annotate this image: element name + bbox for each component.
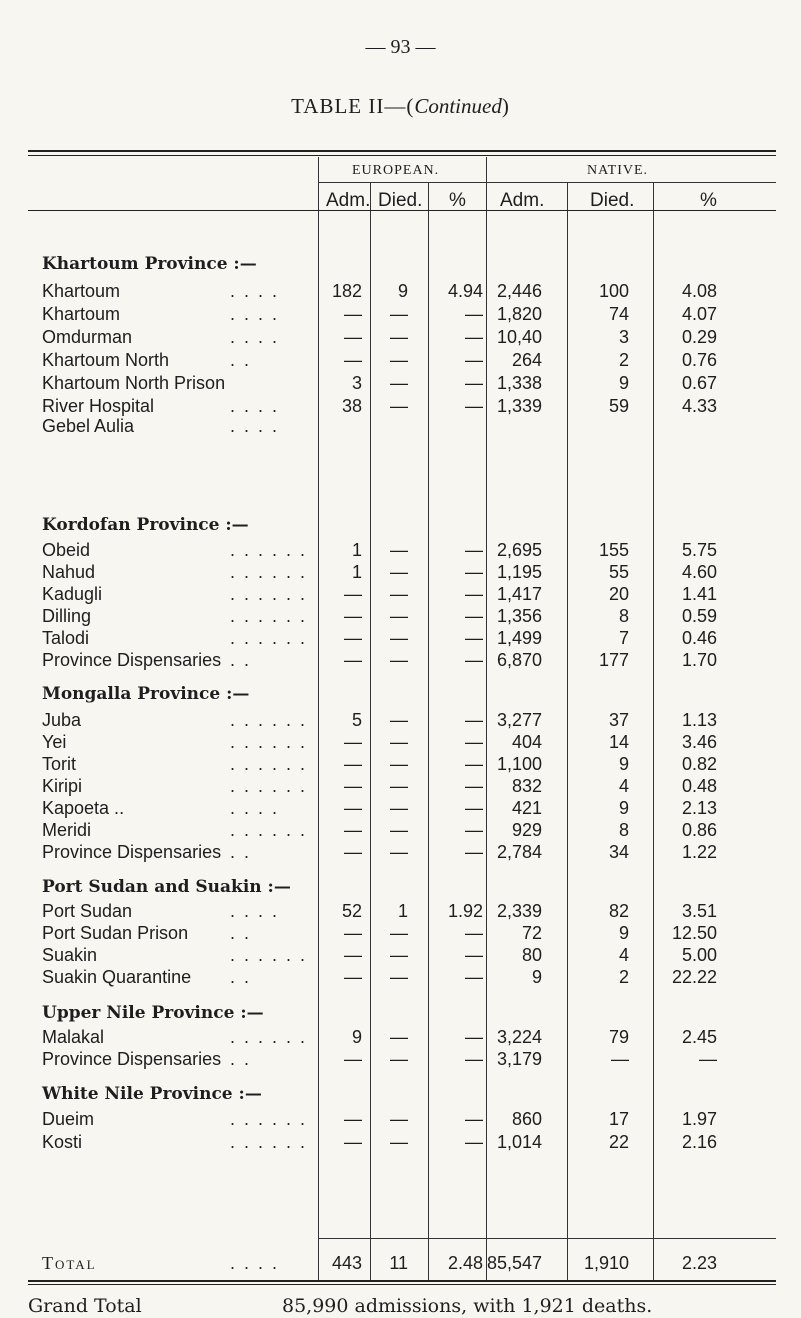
cell-n-died: 100 bbox=[598, 281, 629, 301]
cell-e-adm: 182 bbox=[331, 281, 362, 301]
cell-e-pct: — bbox=[465, 945, 483, 965]
leader-dots: . . . . . . bbox=[230, 1027, 308, 1047]
cell-n-died: 2 bbox=[618, 350, 629, 370]
cell-e-pct: — bbox=[465, 327, 483, 347]
cell-n-died: 82 bbox=[608, 901, 629, 921]
cell-n-died: 4 bbox=[618, 945, 629, 965]
total-n-adm: 85,547 bbox=[486, 1253, 542, 1273]
title-end: ) bbox=[501, 94, 510, 118]
cell-n-died: 20 bbox=[608, 584, 629, 604]
cell-e-died: — bbox=[390, 1109, 408, 1129]
cell-n-adm: 860 bbox=[511, 1109, 542, 1129]
total-e-adm: 443 bbox=[331, 1253, 362, 1273]
cell-n-pct: 0.46 bbox=[681, 628, 717, 648]
cell-e-died: — bbox=[390, 1049, 408, 1069]
leader-dots: . . bbox=[230, 650, 252, 670]
total-n-died: 1,910 bbox=[583, 1253, 629, 1273]
leader-dots: . . bbox=[230, 1049, 252, 1069]
cell-e-died: 9 bbox=[397, 281, 408, 301]
row-label: Nahud bbox=[42, 562, 96, 582]
cell-e-adm: 52 bbox=[341, 901, 362, 921]
row-label: Kadugli bbox=[42, 584, 103, 604]
cell-e-pct: 1.92 bbox=[447, 901, 483, 921]
cell-e-adm: — bbox=[344, 945, 362, 965]
cell-e-adm: — bbox=[344, 842, 362, 862]
leader-dots: . . . . . . bbox=[230, 754, 308, 774]
row-label: Kapoeta .. bbox=[42, 798, 125, 818]
cell-e-pct: — bbox=[465, 628, 483, 648]
cell-n-adm: 2,339 bbox=[496, 901, 542, 921]
cell-n-pct: 0.48 bbox=[681, 776, 717, 796]
cell-e-died: — bbox=[390, 373, 408, 393]
row-label: Kiripi bbox=[42, 776, 83, 796]
grand-total-text: 85,990 admissions, with 1,921 deaths. bbox=[282, 1295, 653, 1317]
row-label: Port Sudan Prison bbox=[42, 923, 189, 943]
leader-dots: . . . . . . bbox=[230, 820, 308, 840]
cell-e-died: 1 bbox=[397, 901, 408, 921]
section-heading: White Nile Province :— bbox=[42, 1084, 262, 1104]
cell-n-adm: 1,195 bbox=[496, 562, 542, 582]
cell-n-pct: 3.46 bbox=[681, 732, 717, 752]
leader-dots: . . . . . . bbox=[230, 1109, 308, 1129]
cell-e-adm: — bbox=[344, 304, 362, 324]
leader-dots: . . . . bbox=[230, 281, 280, 301]
cell-n-adm: 1,339 bbox=[496, 396, 542, 416]
table-title bbox=[0, 94, 801, 119]
cell-n-died: 74 bbox=[608, 304, 629, 324]
row-label: Malakal bbox=[42, 1027, 105, 1047]
cell-e-died: — bbox=[390, 584, 408, 604]
cell-e-died: — bbox=[390, 1132, 408, 1152]
cell-e-pct: — bbox=[465, 967, 483, 987]
cell-n-died: 55 bbox=[608, 562, 629, 582]
cell-e-died: — bbox=[390, 304, 408, 324]
cell-n-died: 8 bbox=[618, 606, 629, 626]
grand-total-label: Grand Total bbox=[28, 1295, 142, 1317]
cell-n-died: 59 bbox=[608, 396, 629, 416]
leader-dots: . . . . . . bbox=[230, 710, 308, 730]
cell-e-pct: — bbox=[465, 842, 483, 862]
leader-dots: . . bbox=[230, 842, 252, 862]
cell-n-adm: 9 bbox=[531, 967, 542, 987]
section-heading: Port Sudan and Suakin :— bbox=[42, 877, 291, 897]
cell-n-died: 34 bbox=[608, 842, 629, 862]
leader-dots: . . . . bbox=[230, 798, 280, 818]
cell-n-died: 37 bbox=[608, 710, 629, 730]
cell-n-died: — bbox=[611, 1049, 629, 1069]
row-label: Gebel Aulia bbox=[42, 416, 135, 436]
row-label: Omdurman bbox=[42, 327, 133, 347]
header-n-died: Died. bbox=[590, 190, 635, 211]
row-label: Kosti bbox=[42, 1132, 83, 1152]
cell-n-pct: 0.86 bbox=[681, 820, 717, 840]
cell-n-adm: 3,224 bbox=[496, 1027, 542, 1047]
cell-e-died: — bbox=[390, 350, 408, 370]
cell-n-adm: 1,499 bbox=[496, 628, 542, 648]
cell-e-adm: — bbox=[344, 798, 362, 818]
row-label: Torit bbox=[42, 754, 77, 774]
row-label: Meridi bbox=[42, 820, 92, 840]
cell-n-adm: 6,870 bbox=[496, 650, 542, 670]
cell-e-adm: — bbox=[344, 1049, 362, 1069]
title-text: TABLE II—( bbox=[291, 94, 415, 118]
group-divider bbox=[318, 182, 776, 183]
row-label: Khartoum bbox=[42, 304, 121, 324]
cell-n-pct: 4.60 bbox=[681, 562, 717, 582]
cell-n-adm: 80 bbox=[521, 945, 542, 965]
page-number: — 93 — bbox=[365, 36, 436, 58]
cell-e-adm: 1 bbox=[351, 562, 362, 582]
cell-e-pct: 4.94 bbox=[447, 281, 483, 301]
cell-e-adm: — bbox=[344, 820, 362, 840]
native-header: NATIVE. bbox=[587, 163, 649, 178]
header-e-died: Died. bbox=[378, 190, 423, 211]
row-label: Juba bbox=[42, 710, 82, 730]
cell-n-died: 9 bbox=[618, 923, 629, 943]
cell-e-died: — bbox=[390, 650, 408, 670]
row-label: Khartoum bbox=[42, 281, 121, 301]
cell-n-pct: 1.70 bbox=[681, 650, 717, 670]
total-e-died: 11 bbox=[389, 1253, 408, 1273]
row-label: Dueim bbox=[42, 1109, 95, 1129]
row-label: Port Sudan bbox=[42, 901, 133, 921]
cell-e-adm: 3 bbox=[351, 373, 362, 393]
cell-n-adm: 72 bbox=[521, 923, 542, 943]
row-label: Khartoum North Prison bbox=[42, 373, 226, 393]
leader-dots: . . . . . . bbox=[230, 584, 308, 604]
cell-e-adm: — bbox=[344, 923, 362, 943]
cell-e-pct: — bbox=[465, 820, 483, 840]
cell-n-died: 17 bbox=[608, 1109, 629, 1129]
cell-n-died: 2 bbox=[618, 967, 629, 987]
cell-n-died: 22 bbox=[608, 1132, 629, 1152]
cell-e-adm: — bbox=[344, 606, 362, 626]
cell-n-pct: 2.13 bbox=[681, 798, 717, 818]
cell-n-died: 9 bbox=[618, 754, 629, 774]
section-heading: Kordofan Province :— bbox=[42, 515, 249, 535]
row-label: River Hospital bbox=[42, 396, 155, 416]
cell-e-pct: — bbox=[465, 350, 483, 370]
cell-e-pct: — bbox=[465, 923, 483, 943]
cell-e-adm: — bbox=[344, 732, 362, 752]
bottom-rule bbox=[28, 1280, 776, 1282]
cell-e-adm: — bbox=[344, 584, 362, 604]
cell-n-died: 79 bbox=[608, 1027, 629, 1047]
cell-n-pct: 0.67 bbox=[681, 373, 717, 393]
cell-e-died: — bbox=[390, 710, 408, 730]
row-label: Province Dispensaries bbox=[42, 1049, 222, 1069]
cell-e-pct: — bbox=[465, 710, 483, 730]
leader-dots: . . . . bbox=[230, 327, 280, 347]
cell-n-died: 8 bbox=[618, 820, 629, 840]
european-header: EUROPEAN. bbox=[352, 163, 440, 178]
cell-e-pct: — bbox=[465, 1132, 483, 1152]
cell-n-died: 9 bbox=[618, 798, 629, 818]
header-rule bbox=[28, 210, 776, 211]
row-label: Province Dispensaries bbox=[42, 650, 222, 670]
cell-e-adm: — bbox=[344, 1132, 362, 1152]
cell-e-died: — bbox=[390, 776, 408, 796]
cell-n-died: 3 bbox=[618, 327, 629, 347]
cell-n-pct: 0.29 bbox=[681, 327, 717, 347]
cell-e-died: — bbox=[390, 606, 408, 626]
cell-n-adm: 2,695 bbox=[496, 540, 542, 560]
cell-e-adm: — bbox=[344, 350, 362, 370]
leader-dots: . . . . . . bbox=[230, 776, 308, 796]
leader-dots: . . . . bbox=[230, 304, 280, 324]
total-n-pct: 2.23 bbox=[681, 1253, 717, 1273]
header-e-adm: Adm. bbox=[326, 190, 371, 211]
top-rule-thin bbox=[28, 155, 776, 156]
cell-n-pct: — bbox=[699, 1049, 717, 1069]
cell-e-pct: — bbox=[465, 732, 483, 752]
cell-n-died: 7 bbox=[618, 628, 629, 648]
cell-e-adm: — bbox=[344, 776, 362, 796]
leader-dots: . . . . . . bbox=[230, 945, 308, 965]
cell-e-died: — bbox=[390, 842, 408, 862]
top-rule bbox=[28, 150, 776, 152]
cell-n-adm: 929 bbox=[511, 820, 542, 840]
row-label: Dilling bbox=[42, 606, 92, 626]
cell-e-pct: — bbox=[465, 798, 483, 818]
row-label: Province Dispensaries bbox=[42, 842, 222, 862]
cell-n-adm: 421 bbox=[511, 798, 542, 818]
cell-n-pct: 0.82 bbox=[681, 754, 717, 774]
cell-e-died: — bbox=[390, 562, 408, 582]
cell-e-died: — bbox=[390, 1027, 408, 1047]
cell-n-pct: 4.08 bbox=[681, 281, 717, 301]
cell-e-pct: — bbox=[465, 1027, 483, 1047]
cell-e-died: — bbox=[390, 798, 408, 818]
section-heading: Khartoum Province :— bbox=[42, 254, 257, 274]
cell-n-adm: 404 bbox=[511, 732, 542, 752]
cell-n-pct: 5.75 bbox=[681, 540, 717, 560]
cell-n-pct: 5.00 bbox=[681, 945, 717, 965]
cell-e-adm: — bbox=[344, 1109, 362, 1129]
cell-n-adm: 1,820 bbox=[496, 304, 542, 324]
cell-e-pct: — bbox=[465, 606, 483, 626]
cell-e-adm: — bbox=[344, 967, 362, 987]
cell-n-adm: 1,356 bbox=[496, 606, 542, 626]
cell-n-pct: 1.97 bbox=[681, 1109, 717, 1129]
title-continued: Continued bbox=[414, 94, 502, 118]
cell-n-adm: 1,100 bbox=[496, 754, 542, 774]
leader-dots: . . . . . . bbox=[230, 1132, 308, 1152]
leader-dots: . . bbox=[230, 967, 252, 987]
row-label: Yei bbox=[42, 732, 67, 752]
cell-n-pct: 2.45 bbox=[681, 1027, 717, 1047]
cell-e-died: — bbox=[390, 754, 408, 774]
cell-e-died: — bbox=[390, 945, 408, 965]
cell-n-adm: 1,417 bbox=[496, 584, 542, 604]
cell-n-died: 9 bbox=[618, 373, 629, 393]
cell-e-pct: — bbox=[465, 650, 483, 670]
cell-n-adm: 1,338 bbox=[496, 373, 542, 393]
cell-n-adm: 2,784 bbox=[496, 842, 542, 862]
cell-e-adm: — bbox=[344, 650, 362, 670]
cell-n-adm: 264 bbox=[511, 350, 542, 370]
cell-n-adm: 1,014 bbox=[496, 1132, 542, 1152]
cell-e-died: — bbox=[390, 820, 408, 840]
row-label: Suakin Quarantine bbox=[42, 967, 192, 987]
cell-n-pct: 0.76 bbox=[681, 350, 717, 370]
cell-n-adm: 10,40 bbox=[496, 327, 542, 347]
cell-e-adm: 1 bbox=[351, 540, 362, 560]
cell-n-pct: 4.33 bbox=[681, 396, 717, 416]
section-heading: Mongalla Province :— bbox=[42, 684, 250, 704]
cell-n-adm: 832 bbox=[511, 776, 542, 796]
leader-dots: . . . . . . bbox=[230, 732, 308, 752]
cell-e-pct: — bbox=[465, 754, 483, 774]
leader-dots: . . bbox=[230, 350, 252, 370]
cell-e-adm: 38 bbox=[341, 396, 362, 416]
leader-dots: . . . . . . bbox=[230, 606, 308, 626]
row-label: Suakin bbox=[42, 945, 98, 965]
cell-e-pct: — bbox=[465, 304, 483, 324]
cell-e-died: — bbox=[390, 923, 408, 943]
row-label: Khartoum North bbox=[42, 350, 170, 370]
header-n-adm: Adm. bbox=[500, 190, 545, 211]
cell-n-pct: 4.07 bbox=[681, 304, 717, 324]
cell-n-pct: 0.59 bbox=[681, 606, 717, 626]
cell-e-pct: — bbox=[465, 540, 483, 560]
bottom-rule-thin bbox=[28, 1284, 776, 1285]
cell-n-pct: 22.22 bbox=[671, 967, 717, 987]
cell-e-died: — bbox=[390, 967, 408, 987]
cell-n-pct: 1.22 bbox=[681, 842, 717, 862]
cell-e-died: — bbox=[390, 732, 408, 752]
cell-n-died: 4 bbox=[618, 776, 629, 796]
cell-n-pct: 1.41 bbox=[681, 584, 717, 604]
leader-dots: . . bbox=[230, 923, 252, 943]
cell-e-adm: — bbox=[344, 327, 362, 347]
cell-n-pct: 3.51 bbox=[681, 901, 717, 921]
cell-e-pct: — bbox=[465, 1109, 483, 1129]
cell-e-pct: — bbox=[465, 776, 483, 796]
cell-e-died: — bbox=[390, 327, 408, 347]
leader-dots: . . . . . . bbox=[230, 628, 308, 648]
cell-n-adm: 2,446 bbox=[496, 281, 542, 301]
total-label: Total bbox=[42, 1253, 97, 1273]
total-dots: . . . . bbox=[230, 1253, 280, 1273]
leader-dots: . . . . bbox=[230, 901, 280, 921]
total-e-pct: 2.48 bbox=[447, 1253, 483, 1273]
row-label: Talodi bbox=[42, 628, 90, 648]
cell-n-pct: 2.16 bbox=[681, 1132, 717, 1152]
cell-e-adm: 5 bbox=[351, 710, 362, 730]
leader-dots: . . . . . . bbox=[230, 562, 308, 582]
cell-e-pct: — bbox=[465, 584, 483, 604]
section-heading: Upper Nile Province :— bbox=[42, 1003, 264, 1023]
row-label: Obeid bbox=[42, 540, 91, 560]
total-rule bbox=[318, 1238, 776, 1239]
cell-e-pct: — bbox=[465, 373, 483, 393]
cell-n-adm: 3,277 bbox=[496, 710, 542, 730]
header-e-pct: % bbox=[449, 190, 466, 211]
cell-n-died: 155 bbox=[598, 540, 629, 560]
header-n-pct: % bbox=[700, 190, 717, 211]
cell-e-died: — bbox=[390, 540, 408, 560]
cell-e-adm: — bbox=[344, 754, 362, 774]
cell-e-adm: — bbox=[344, 628, 362, 648]
leader-dots: . . . . . . bbox=[230, 540, 308, 560]
cell-n-pct: 1.13 bbox=[681, 710, 717, 730]
leader-dots: . . . . bbox=[230, 396, 280, 416]
leader-dots: . . . . bbox=[230, 416, 280, 436]
cell-e-pct: — bbox=[465, 396, 483, 416]
cell-n-adm: 3,179 bbox=[496, 1049, 542, 1069]
cell-e-pct: — bbox=[465, 1049, 483, 1069]
cell-e-adm: 9 bbox=[351, 1027, 362, 1047]
cell-n-died: 177 bbox=[598, 650, 629, 670]
cell-e-died: — bbox=[390, 628, 408, 648]
cell-e-died: — bbox=[390, 396, 408, 416]
cell-e-pct: — bbox=[465, 562, 483, 582]
cell-n-died: 14 bbox=[608, 732, 629, 752]
cell-n-pct: 12.50 bbox=[671, 923, 717, 943]
